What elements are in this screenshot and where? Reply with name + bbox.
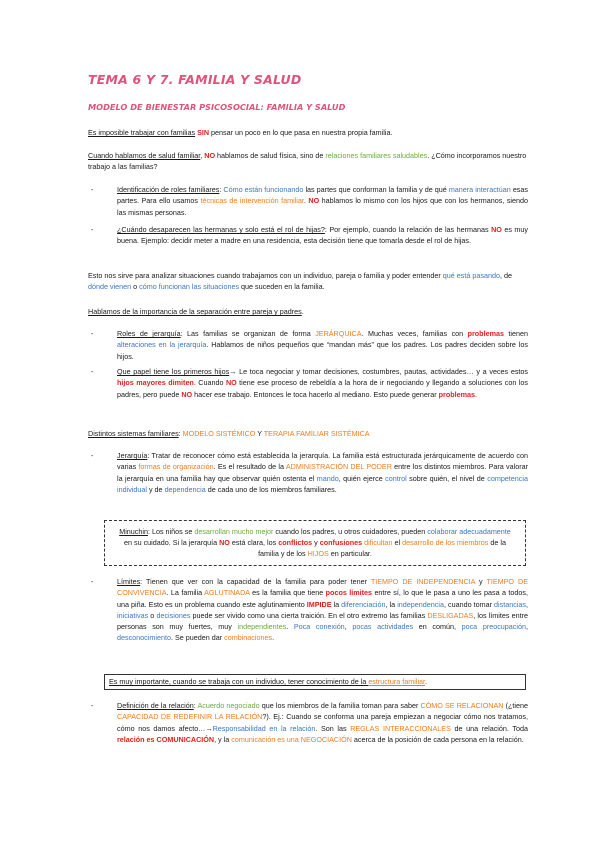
- bullet-dash: -: [91, 577, 94, 586]
- minuchin-text: Minuchin: Los niños se desarrollan mucho mejor cuando los padres, u otros cuidadores, pueden colaborar adecuadamente en su cuidado. Si la jerarquía NO está clara, los conflictos y confusiones dificultan el desarrollo de los miembros de la familia y de los HIJOS en particular.: [119, 527, 511, 558]
- bullet-roles-familiares: Identificación de roles familiares: Cómo están funcionando las partes que conforman la familia y de qué manera interactúan esas partes. Para ello usamos técnicas de intervención familiar. NO hablamos lo mismo con los hijos que con los hermanos, siendo las mismas personas.: [117, 185, 528, 217]
- bullet-dash: -: [91, 185, 94, 194]
- bullet-primeros-hijos: Que papel tiene los primeros hijos→ Le toca negociar y tomar decisiones, costumbres, pautas, actividades… y a veces estos hijos mayores dimiten. Cuando NO tiene ese proceso de rebeldía a la hora de ir negociando y llegando a soluciones con los padres, pero puede NO hacer ese trabajo. Entonces le toca hacerlo al mediano. Esto puede generar problemas.: [117, 367, 529, 399]
- bullet-roles-jerarquia: Roles de jerarquía: Las familias se organizan de forma JERÁRQUICA. Muchas veces, familias con problemas tienen alteraciones en la jerarquía. Hablamos de niños pequeños que “mandan más” que los padres. Los padres deciden sobre los hijos.: [117, 329, 528, 361]
- section-subtitle: MODELO DE BIENESTAR PSICOSOCIAL: FAMILIA Y SALUD: [88, 102, 346, 112]
- paragraph-2: Cuando hablamos de salud familiar, NO hablamos de salud física, sino de relaciones familiares saludables. ¿Cómo incorporamos nuestro trabajo a las familias?: [88, 151, 527, 172]
- estructura-text: Es muy importante, cuando se trabaja con un individuo, tener conocimiento de la estructura familiar.: [109, 677, 428, 686]
- bullet-jerarquia: Jerarquía: Tratar de reconocer cómo está establecida la jerarquía. La familia está estructurada jerárquicamente de acuerdo con varias formas de organización. Es el resultado de la ADMINISTRACIÓN DEL PODER entre los distintos miembros. Para valorar la jerarquía en una familia hay que observar quién ostenta el mando, quién ejerce control sobre quién, el nivel de competencia individual y de dependencia de cada uno de los miembros familiares.: [117, 451, 529, 494]
- paragraph-1: Es imposible trabajar con familias SIN pensar un poco en lo que pasa en nuestra propia familia.: [88, 128, 393, 137]
- minuchin-box: [104, 520, 526, 566]
- bullet-definicion-relacion: Definición de la relación: Acuerdo negociado que los miembros de la familia toman para saber CÓMO SE RELACIONAN (¿tiene CAPACIDAD DE REDEFINIR LA RELACIÓN?). Ej.: Cuando se conforma una pareja empiezan a negociar cómo nos tratamos, cómo nos damos afecto…→Responsabilidad en la relación. Son las REGLAS INTERACCIONALES de una relación. Toda relación es COMUNICACIÓN, y la comunicación es una NEGOCIACIÓN acerca de la posición de cada persona en la relación.: [117, 701, 529, 744]
- bullet-dash: -: [91, 225, 94, 234]
- bullet-hermanas: ¿Cuándo desaparecen las hermanas y solo está el rol de hijas?: Por ejemplo, cuando la relación de las hermanas NO es muy buena. Ejemplo: decidir meter a madre en una residencia, esta decisión tiene que tomarla desde el rol de hijas.: [117, 225, 529, 246]
- bullet-dash: -: [91, 367, 94, 376]
- estructura-box: [104, 674, 526, 690]
- bullet-dash: -: [91, 329, 94, 338]
- paragraph-4: Hablamos de la importancia de la separación entre pareja y padres.: [88, 307, 304, 316]
- paragraph-5: Distintos sistemas familiares: MODELO SISTÉMICO Y TERAPIA FAMILIAR SISTÉMICA: [88, 429, 370, 438]
- bullet-dash: -: [91, 451, 94, 460]
- page-title: TEMA 6 Y 7. FAMILIA Y SALUD: [88, 72, 302, 87]
- bullet-dash: -: [91, 701, 94, 710]
- paragraph-3: Esto nos sirve para analizar situaciones cuando trabajamos con un individuo, pareja o familia y poder entender qué está pasando, de dónde vienen o cómo funcionan las situaciones que suceden en la familia.: [88, 271, 512, 292]
- bullet-limites: Límites: Tienen que ver con la capacidad de la familia para poder tener TIEMPO DE INDEPENDENCIA y TIEMPO DE CONVIVENCIA. La familia AGLUTINADA es la familia que tiene pocos límites entre sí, lo que le pasa a uno les pasa a todos, una piña. Esto es un problema cuando este aglutinamiento IMPIDE la diferenciación, la independencia, cuando tomar distancias, iniciativas o decisiones puede ser vivido como una cierta traición. En el otro extremo las familias DESLIGADAS, los límites entre personas son muy fuertes, muy independientes. Poca conexión, pocas actividades en común, poca preocupación, desconocimiento. Se pueden dar combinaciones.: [117, 577, 529, 643]
